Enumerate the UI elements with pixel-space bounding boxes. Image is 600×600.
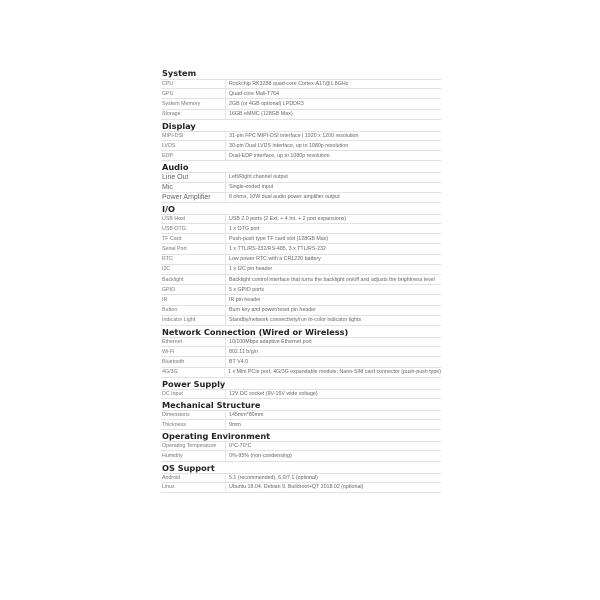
table-row	[161, 295, 441, 305]
row-value: 8 ohms, 10W dual audio power amplifier output	[229, 194, 340, 201]
table-row	[161, 389, 441, 399]
table-row	[161, 141, 441, 151]
table-row	[161, 316, 441, 326]
row-label: I2C	[161, 265, 226, 274]
row-value: Push-push type TF card slot (128GB Max)	[229, 235, 329, 242]
table-row	[161, 110, 441, 120]
row-label: Linux	[161, 483, 226, 492]
row-label: Operating Temperature	[161, 442, 226, 450]
row-label: Button	[161, 306, 226, 315]
row-value: 1 x I2C pin header	[229, 266, 273, 273]
section-display	[161, 120, 441, 162]
row-value: 0°C-70°C	[229, 443, 252, 450]
row-label: Dimensions	[161, 411, 226, 419]
row-value: 30-pin Dual LVDS interface, up to 1080p resolution	[229, 142, 349, 149]
table-row	[161, 172, 441, 182]
row-label: Wi-Fi	[161, 347, 226, 356]
table-row	[161, 255, 441, 265]
row-value: 16GB eMMC (128GB Max)	[229, 111, 293, 118]
table-row	[161, 131, 441, 141]
row-label: Power Amplifier	[161, 193, 226, 202]
section-mechanical-structure	[161, 399, 441, 430]
row-value: 5 x GPIO ports	[229, 286, 265, 293]
row-value: 2GB (or 4GB optional) LPDDR3	[229, 100, 304, 107]
table-row	[161, 347, 441, 357]
section-title: System	[162, 68, 197, 78]
table-row	[161, 451, 441, 461]
table-row	[161, 224, 441, 234]
section-title: Audio	[162, 162, 189, 173]
table-row	[161, 151, 441, 161]
row-value: Ubuntu 18.04, Debian 9, Buildroot+QT 2018.02 (optional)	[229, 484, 364, 491]
table-row	[161, 214, 441, 224]
section-io	[161, 203, 441, 326]
table-row	[161, 368, 441, 378]
table-row	[161, 285, 441, 295]
row-value: 1 x Mini PCIe port, 4G/3G expandable module; Nano-SIM card connector (push-push type)	[228, 369, 441, 376]
row-value: 1 x TTL/RS-232/RS-485, 3 x TTL/RS-232	[229, 246, 326, 253]
section-title: OS Support	[162, 462, 215, 473]
row-value: Single-ended input	[229, 184, 274, 191]
row-value: Quad-core Mali-T764	[229, 90, 280, 97]
section-title: Display	[162, 120, 196, 131]
table-row	[161, 473, 441, 483]
row-label: Backlight	[161, 275, 226, 284]
row-value: 145mm*80mm	[229, 411, 264, 418]
row-value: IR pin header	[229, 296, 261, 303]
row-label: Ethernet	[161, 338, 226, 346]
section-system	[161, 67, 441, 120]
row-label: IR	[161, 295, 226, 304]
row-value: Standby/network connectivity/run tri-color indicator lights	[229, 317, 362, 324]
row-label: TF Card	[161, 234, 226, 243]
row-label: MIPI-DSI	[161, 132, 226, 140]
row-label: USB Host	[161, 215, 226, 223]
section-operating-environment	[161, 430, 441, 461]
row-value: 0%-95% (non-condensing)	[229, 453, 292, 460]
row-label: Storage	[161, 110, 226, 119]
table-row	[161, 420, 441, 430]
table-row	[161, 193, 441, 203]
row-label: 4G/3G	[161, 368, 225, 377]
section-os-support	[161, 462, 441, 493]
row-value: 9mm	[229, 421, 241, 428]
row-label: Bluetooth	[161, 357, 226, 366]
row-label: CPU	[161, 80, 226, 88]
row-value: BT V4.0	[229, 358, 249, 365]
table-row	[161, 410, 441, 420]
table-row	[161, 441, 441, 451]
row-label: Line Out	[161, 173, 226, 181]
section-title: Power Supply	[162, 378, 226, 389]
table-row	[161, 306, 441, 316]
row-label: Indicator Light	[161, 316, 226, 325]
row-label: RTC	[161, 255, 226, 264]
row-value: USB 2.0 ports (2 Ext. + 4 Int. + 2 port expansions)	[229, 215, 347, 222]
row-value: 10/100Mbps adaptive Ethernet port	[229, 339, 312, 346]
row-value: 12V DC socket (9V-15V wide voltage)	[229, 390, 318, 397]
row-value: 31-pin FPC MIPI-DSI interface | 1920 x 1200 resolution	[229, 132, 359, 139]
table-row	[161, 483, 441, 493]
row-value: Left/Right channel output	[229, 174, 288, 181]
section-title: I/O	[162, 203, 175, 214]
row-label: Android	[161, 474, 226, 482]
table-row	[161, 183, 441, 193]
row-label: Mic	[161, 183, 226, 192]
section-network	[161, 326, 441, 378]
row-label: DC Input	[161, 390, 226, 398]
row-label: EDP	[161, 151, 226, 160]
table-row	[161, 79, 441, 89]
section-title: Mechanical Structure	[162, 399, 261, 410]
table-row	[161, 265, 441, 275]
section-title: Network Connection (Wired or Wireless)	[162, 326, 349, 337]
row-value: Rockchip RK3288 quad-core Cortex-A17@1.8GHz	[229, 81, 349, 88]
row-value: Dual-EDP interface, up to 1080p resolution	[229, 152, 330, 159]
table-row	[161, 89, 441, 99]
row-value: Backlight control interface that turns the backlight on/off and adjusts the brightness level	[229, 276, 435, 283]
row-value: 1 x OTG port	[229, 225, 260, 232]
row-label: GPU	[161, 89, 226, 98]
section-audio	[161, 161, 441, 203]
table-row	[161, 244, 441, 254]
table-row	[161, 275, 441, 285]
row-label: LVDS	[161, 141, 226, 150]
section-title: Operating Environment	[162, 431, 271, 442]
spec-table	[161, 67, 441, 493]
row-label: Humidity	[161, 451, 226, 460]
row-value: 5.1 (recommended), 6.0/7.1 (optional)	[229, 474, 318, 481]
row-label: GPIO	[161, 285, 226, 294]
row-value: 802.11 b/g/n	[229, 348, 259, 355]
table-row	[161, 357, 441, 367]
row-value: Burn key and power/reset pin header	[229, 307, 316, 314]
row-label: Serial Port	[161, 244, 226, 253]
row-label: USB OTG	[161, 224, 226, 233]
row-label: Thickness	[161, 420, 226, 429]
row-label: System Memory	[161, 99, 226, 108]
section-power-supply	[161, 378, 441, 399]
table-row	[161, 234, 441, 244]
table-row	[161, 337, 441, 347]
row-value: Low power RTC with a CR1220 battery	[229, 256, 321, 263]
table-row	[161, 99, 441, 109]
